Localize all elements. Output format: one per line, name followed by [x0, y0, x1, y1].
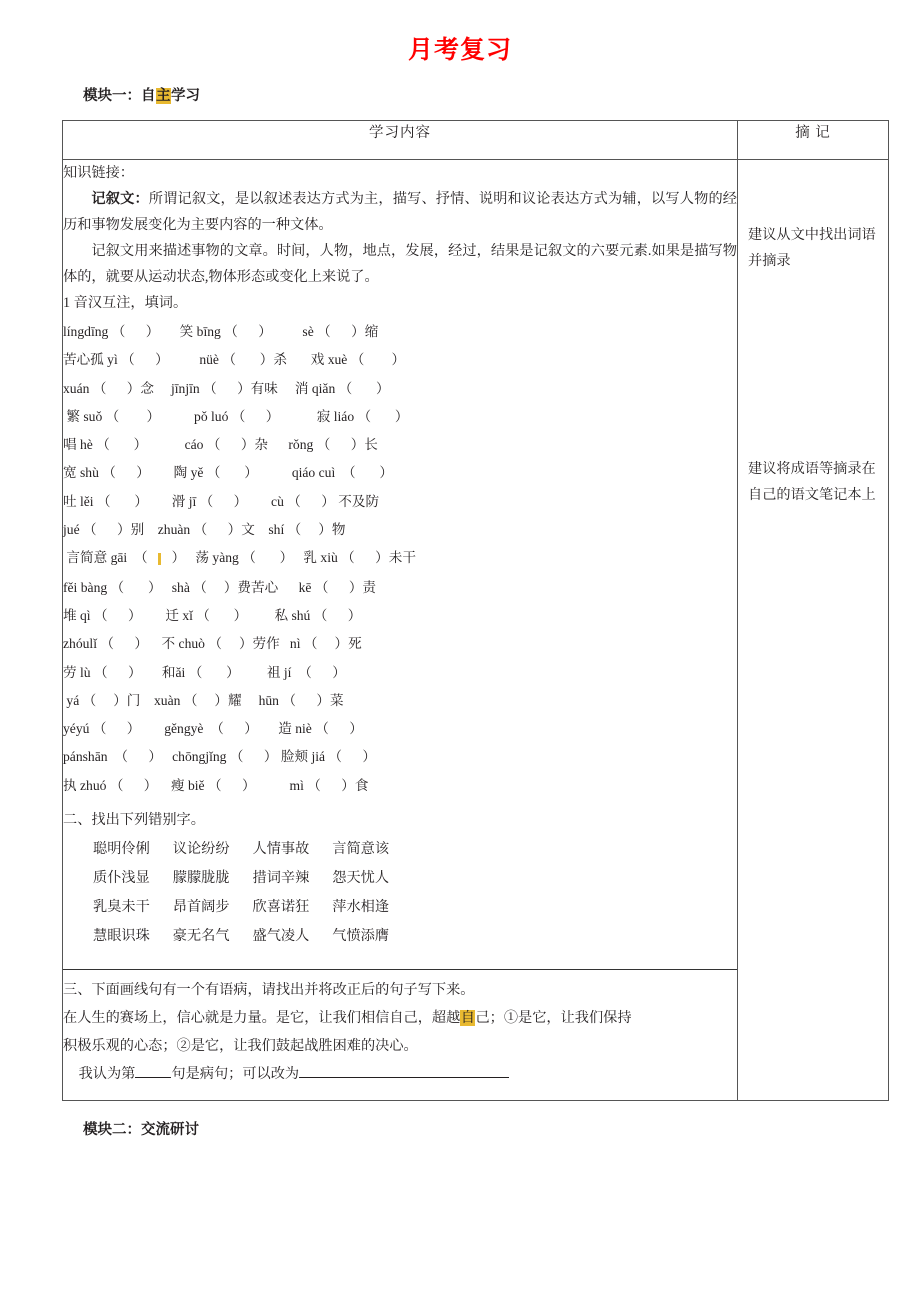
pinyin-exercise-list [63, 318, 737, 800]
pinyin-row: yá （ ）门 xuàn （ ）耀 hūn （ ）菜 [63, 692, 344, 708]
answer-mid: 句是病句；可以改为 [171, 1066, 300, 1083]
column-header-content: 学习内容 [63, 121, 738, 160]
passage-highlight-mark: 自 [460, 1010, 475, 1027]
passage-part-b: 己；①是它，让我们保持 [475, 1010, 632, 1027]
pinyin-row: 吐 lěi （ ） 滑 jī （ ） cù （ ） 不及防 [63, 493, 380, 509]
idiom-row [63, 922, 412, 951]
pinyin-row: fěi bàng （ ） shà （ ）费苦心 kē （ ）责 [63, 579, 377, 595]
pinyin-row: 言简意 gāi （ · ） 荡 yàng （ ） 乳 xiù （ ）未干 [63, 550, 416, 566]
note-column-cell [738, 160, 889, 1101]
idiom-row [63, 864, 412, 893]
note-item: 建议将成语等摘录在自己的语文笔记本上 [748, 461, 876, 503]
note-item: 建议从文中找出词语并摘录 [748, 227, 876, 269]
idiom-row [63, 893, 412, 922]
knowledge-definition-two: 记叙文用来描述事物的文章。时间，人物，地点，发展，经过，结果是记叙文的六要元素.如果是描写物体的，就要从运动状态,物体形态或变化上来说了。 [63, 243, 737, 285]
passage-part-a: 在人生的赛场上，信心就是力量。是它，让我们相信自己，超越 [63, 1010, 461, 1027]
idiom-cell: 盛气凌人 [252, 928, 310, 945]
pinyin-row: 执 zhuó （ ） 瘦 biě （ ） mì （ ）食 [63, 777, 369, 793]
answer-prefix: 我认为第 [78, 1066, 136, 1083]
module-one-label-after: 学习 [171, 88, 200, 104]
idiom-cell: 质仆浅显 [93, 870, 150, 887]
answer-blank-long[interactable] [299, 1077, 509, 1078]
section-divider [63, 969, 737, 970]
exercise-three-passage-line-two: 积极乐观的心态；②是它，让我们鼓起战胜困难的决心。 [63, 1038, 418, 1055]
pinyin-row: zhóulǐ （ ） 不 chuò （ ）劳作 nì （ ）死 [63, 636, 362, 652]
module-one-label-mark: 主 [156, 88, 171, 104]
pinyin-row: 堆 qì （ ） 迁 xǐ （ ） 私 shú （ ） [63, 607, 362, 623]
module-one-heading [0, 63, 920, 104]
exercise-two-title: 二、找出下列错别字。 [63, 812, 205, 829]
pinyin-row: jué （ ）别 zhuàn （ ）文 shí （ ）物 [63, 522, 346, 538]
table-body-row [63, 160, 889, 1101]
idiom-cell: 欣喜诺狂 [252, 899, 310, 916]
idiom-cell: 措词辛辣 [252, 870, 310, 887]
idiom-grid [63, 835, 412, 951]
idiom-cell: 昂首阔步 [172, 899, 230, 916]
column-header-note: 摘 记 [738, 121, 889, 160]
answer-blank-short[interactable] [135, 1077, 171, 1078]
idiom-cell: 朦朦胧胧 [172, 870, 230, 887]
pinyin-row: 苦心孤 yì （ ） nüè （ ）杀 戏 xuè （ ） [63, 352, 406, 368]
pinyin-row: 唱 hè （ ） cáo （ ）杂 rǒng （ ）长 [63, 437, 378, 453]
learning-content-cell [63, 160, 738, 1101]
exercise-three-answer-line [63, 1060, 737, 1088]
exercise-three-title: 三、下面画线句有一个有语病，请找出并将改正后的句子写下来。 [63, 982, 475, 999]
idiom-cell: 萍水相逢 [332, 899, 390, 916]
table-header-row [63, 121, 889, 160]
pinyin-row: 宽 shù （ ） 陶 yě （ ） qiáo cuì （ ） [63, 465, 394, 481]
idiom-cell: 言简意该 [332, 841, 390, 858]
idiom-cell: 豪无名气 [172, 928, 230, 945]
idiom-cell: 聪明伶俐 [93, 841, 150, 858]
module-two-heading: 模块二：交流研讨 [83, 1122, 199, 1138]
exercise-one-title: 1 音汉互注，填词。 [63, 295, 188, 311]
exercise-three-passage-line-one [63, 1004, 737, 1032]
pinyin-row: xuán （ ）念 jīnjīn （ ）有味 消 qiǎn （ ） [63, 380, 390, 396]
module-one-label-before: 模块一：自 [83, 88, 156, 104]
pinyin-row: yéyú （ ） gěngyè （ ） 造 niè （ ） [63, 721, 363, 737]
knowledge-def-one-text: 所谓记叙文，是以叙述表达方式为主，描写、抒情、说明和议论表达方式为辅，以写人物的经历和事物发展变化为主要内容的一种文体。 [63, 191, 737, 233]
idiom-row [63, 835, 412, 864]
knowledge-term: 记叙文： [91, 191, 149, 207]
knowledge-heading: 知识链接： [63, 165, 134, 181]
idiom-cell: 人情事故 [252, 841, 310, 858]
idiom-cell: 议论纷纷 [172, 841, 230, 858]
pinyin-row: língdīng （ ） 笑 bīng （ ） sè （ ）缩 [63, 324, 379, 339]
worksheet-table [62, 120, 889, 1101]
pinyin-highlight-mark: · [157, 553, 162, 566]
idiom-cell: 气愤添膺 [332, 928, 390, 945]
pinyin-row: 繁 suǒ （ ） pǒ luó （ ） 寂 liáo （ ） [63, 408, 409, 424]
idiom-cell: 慧眼识珠 [93, 928, 150, 945]
knowledge-definition-one [63, 186, 737, 238]
idiom-cell: 怨天忧人 [332, 870, 390, 887]
pinyin-row: pánshān （ ） chōngjǐng （ ） 脸颊 jiá （ ） [63, 749, 377, 765]
page-title: 月考复习 [407, 37, 512, 64]
pinyin-row: 劳 lù （ ） 和ǎi （ ） 祖 jí （ ） [63, 664, 346, 680]
idiom-cell: 乳臭未干 [93, 899, 150, 916]
